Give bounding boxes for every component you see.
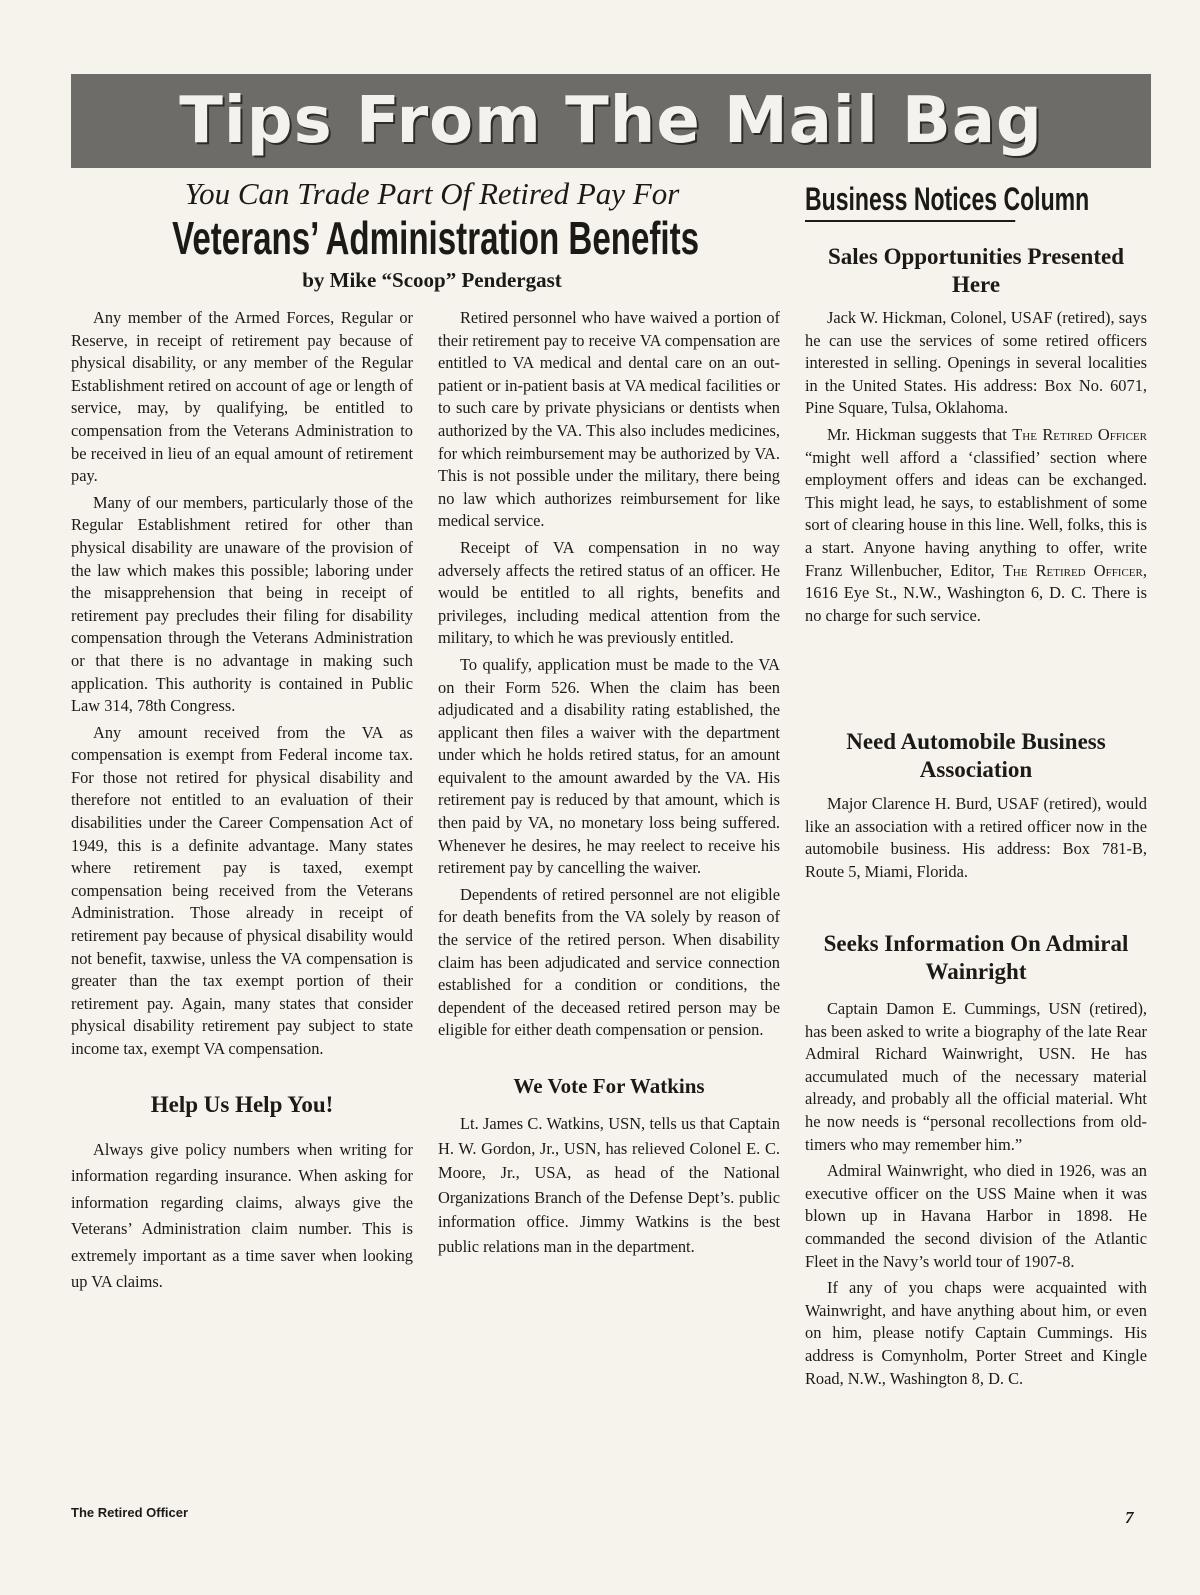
paragraph: Dependents of retired personnel are not eligible for death benefits from the VA solely by reason of the service of the retired person. When disability claim has been adjudicated and service connection established for a condition or conditions, the dependent of the deceased retired person may be eligible for either death compensation or pension. [438, 884, 780, 1040]
help-section-body: Always give policy numbers when writing for information regarding insurance. When asking for information regarding claims, always give the Veterans’ Administration claim number. This is extremely important as a time saver when looking up VA claims. [71, 1139, 413, 1292]
paragraph: Retired personnel who have waived a portion of their retirement pay to receive VA compensation are entitled to VA medical and dental care on an out-patient or in-patient basis at VA medical facilities or to such care by private physicians or dentists when authorized by the VA. This also includes medicines, for which reimbursement may be authorized by VA. This is not possible under the military, there being no law which authorizes reimbursement for like medical service. [438, 308, 780, 531]
automobile-heading: Need Automobile Business Association [846, 729, 1106, 782]
article-subtitle: You Can Trade Part Of Retired Pay For [184, 176, 680, 211]
paragraph: Admiral Wainwright, who died in 1926, was an executive officer on the USS Maine when it was blown up in Havana Harbor in 1898. He commanded the second division of the Atlantic Fleet in the Navy’s world tour of 1907-8. [805, 1161, 1147, 1271]
paragraph: Receipt of VA compensation in no way adversely affects the retired status of an officer. He would be entitled to all rights, benefits and privileges, including medical attention from the military, to which he was previously entitled. [438, 537, 780, 648]
paragraph: Mr. Hickman suggests that The Retired Officer “might well afford a ‘classified’ section where employment offers and ideas can be exchanged. This might lead, he says, to establishment of some sort of clearing house in this line. Well, folks, this is a start. Anyone having anything to offer, write Franz Willenbucher, Editor, The Retired Officer, 1616 Eye St., N.W., Washington 6, D. C. There is no charge for such service. [805, 424, 1147, 625]
watkins-section-title: We Vote For Watkins [513, 1074, 705, 1098]
paragraph: Any member of the Armed Forces, Regular or Reserve, in receipt of retirement pay because of physical disability, or any member of the Regular Establishment retired on account of age or length of service, may, by qualifying, be entitled to compensation from the Veterans Administration to be received in lieu of an equal amount of retirement pay. [71, 308, 413, 486]
paragraph: Jack W. Hickman, Colonel, USAF (retired), says he can use the services of some retired officers interested in selling. Openings in several localities in the United States. His address: Box No. 6071, Pine Square, Tulsa, Oklahoma. [805, 308, 1147, 418]
wainright-heading: Seeks Information On Admiral Wainright [823, 931, 1129, 984]
sales-opportunities-body [805, 307, 1147, 627]
banner [71, 74, 1151, 168]
paragraph: Major Clarence H. Burd, USAF (retired), would like an association with a retired officer now in the automobile business. His address: Box 781-B, Route 5, Miami, Florida. [805, 794, 1147, 881]
article-byline: by Mike “Scoop” Pendergast [302, 268, 562, 292]
business-notices-title: Business Notices Column [805, 180, 1015, 222]
paragraph: Any amount received from the VA as compensation is exempt from Federal income tax. For those not retired for physical disability and therefore not entitled to an evaluation of their disabilities under the Career Compensation Act of 1949, this is a definite advantage. Many states where retirement pay is taxed, exempt compensation being received from the Veterans Administration. Those already in receipt of retirement pay because of physical disability would not benefit, taxwise, unless the VA compensation is greater than the tax exempt portion of their retirement pay. Again, many states that consider physical disability retirement pay subject to state income tax, exempt VA compensation. [71, 722, 413, 1058]
article-column-2 [438, 307, 780, 1259]
sales-opportunities-heading: Sales Opportunities Presented Here [827, 244, 1125, 297]
publication-name: The Retired Officer [71, 1505, 189, 1520]
page-number: 7 [1125, 1508, 1134, 1527]
article-header [71, 176, 793, 294]
article-column-1 [71, 307, 413, 1296]
watkins-section-body: Lt. James C. Watkins, USN, tells us that Captain H. W. Gordon, Jr., USN, has relieved Colonel E. C. Moore, Jr., USA, as head of the National Organizations Branch of the Defense Dept’s. public information office. Jimmy Watkins is the best public relations man in the department. [438, 1114, 780, 1256]
banner-title: Tips From The Mail Bag [179, 84, 1043, 158]
wainright-body [805, 998, 1147, 1390]
automobile-body [805, 793, 1147, 883]
help-section-title: Help Us Help You! [150, 1091, 334, 1117]
paragraph: Captain Damon E. Cummings, USN (retired), has been asked to write a biography of the late Rear Admiral Richard Wainwright, USN. He has accumulated much of the necessary material already, and probably all the official material. Wht he now needs is “personal recollections from old-timers who may remember him.” [805, 999, 1147, 1154]
paragraph: Many of our members, particularly those of the Regular Establishment retired for other than physical disability are unaware of the provision of the law which makes this possible; laboring under the misapprehension that being in receipt of retirement pay precludes their filing for disability compensation through the Veterans Administration or that there is no advantage in making such application. This authority is contained in Public Law 314, 78th Congress. [71, 492, 413, 716]
paragraph: If any of you chaps were acquainted with Wainwright, and have anything about him, or even on him, please notify Captain Cummings. His address is Comynholm, Porter Street and Kingle Road, N.W., Washington 8, D. C. [805, 1278, 1147, 1388]
article-headline: Veterans’ Administration Benefits [172, 212, 700, 264]
paragraph: To qualify, application must be made to the VA on their Form 526. When the claim has been adjudicated and a disability rating established, the applicant then files a waiver with the department under which he holds retired status, for an amount equivalent to the amount awarded by the VA. His retirement pay is reduced by that amount, which is then paid by VA, no monetary loss being suffered. Whenever he desires, he may reelect to receive his retirement pay by cancelling the waiver. [438, 654, 780, 878]
